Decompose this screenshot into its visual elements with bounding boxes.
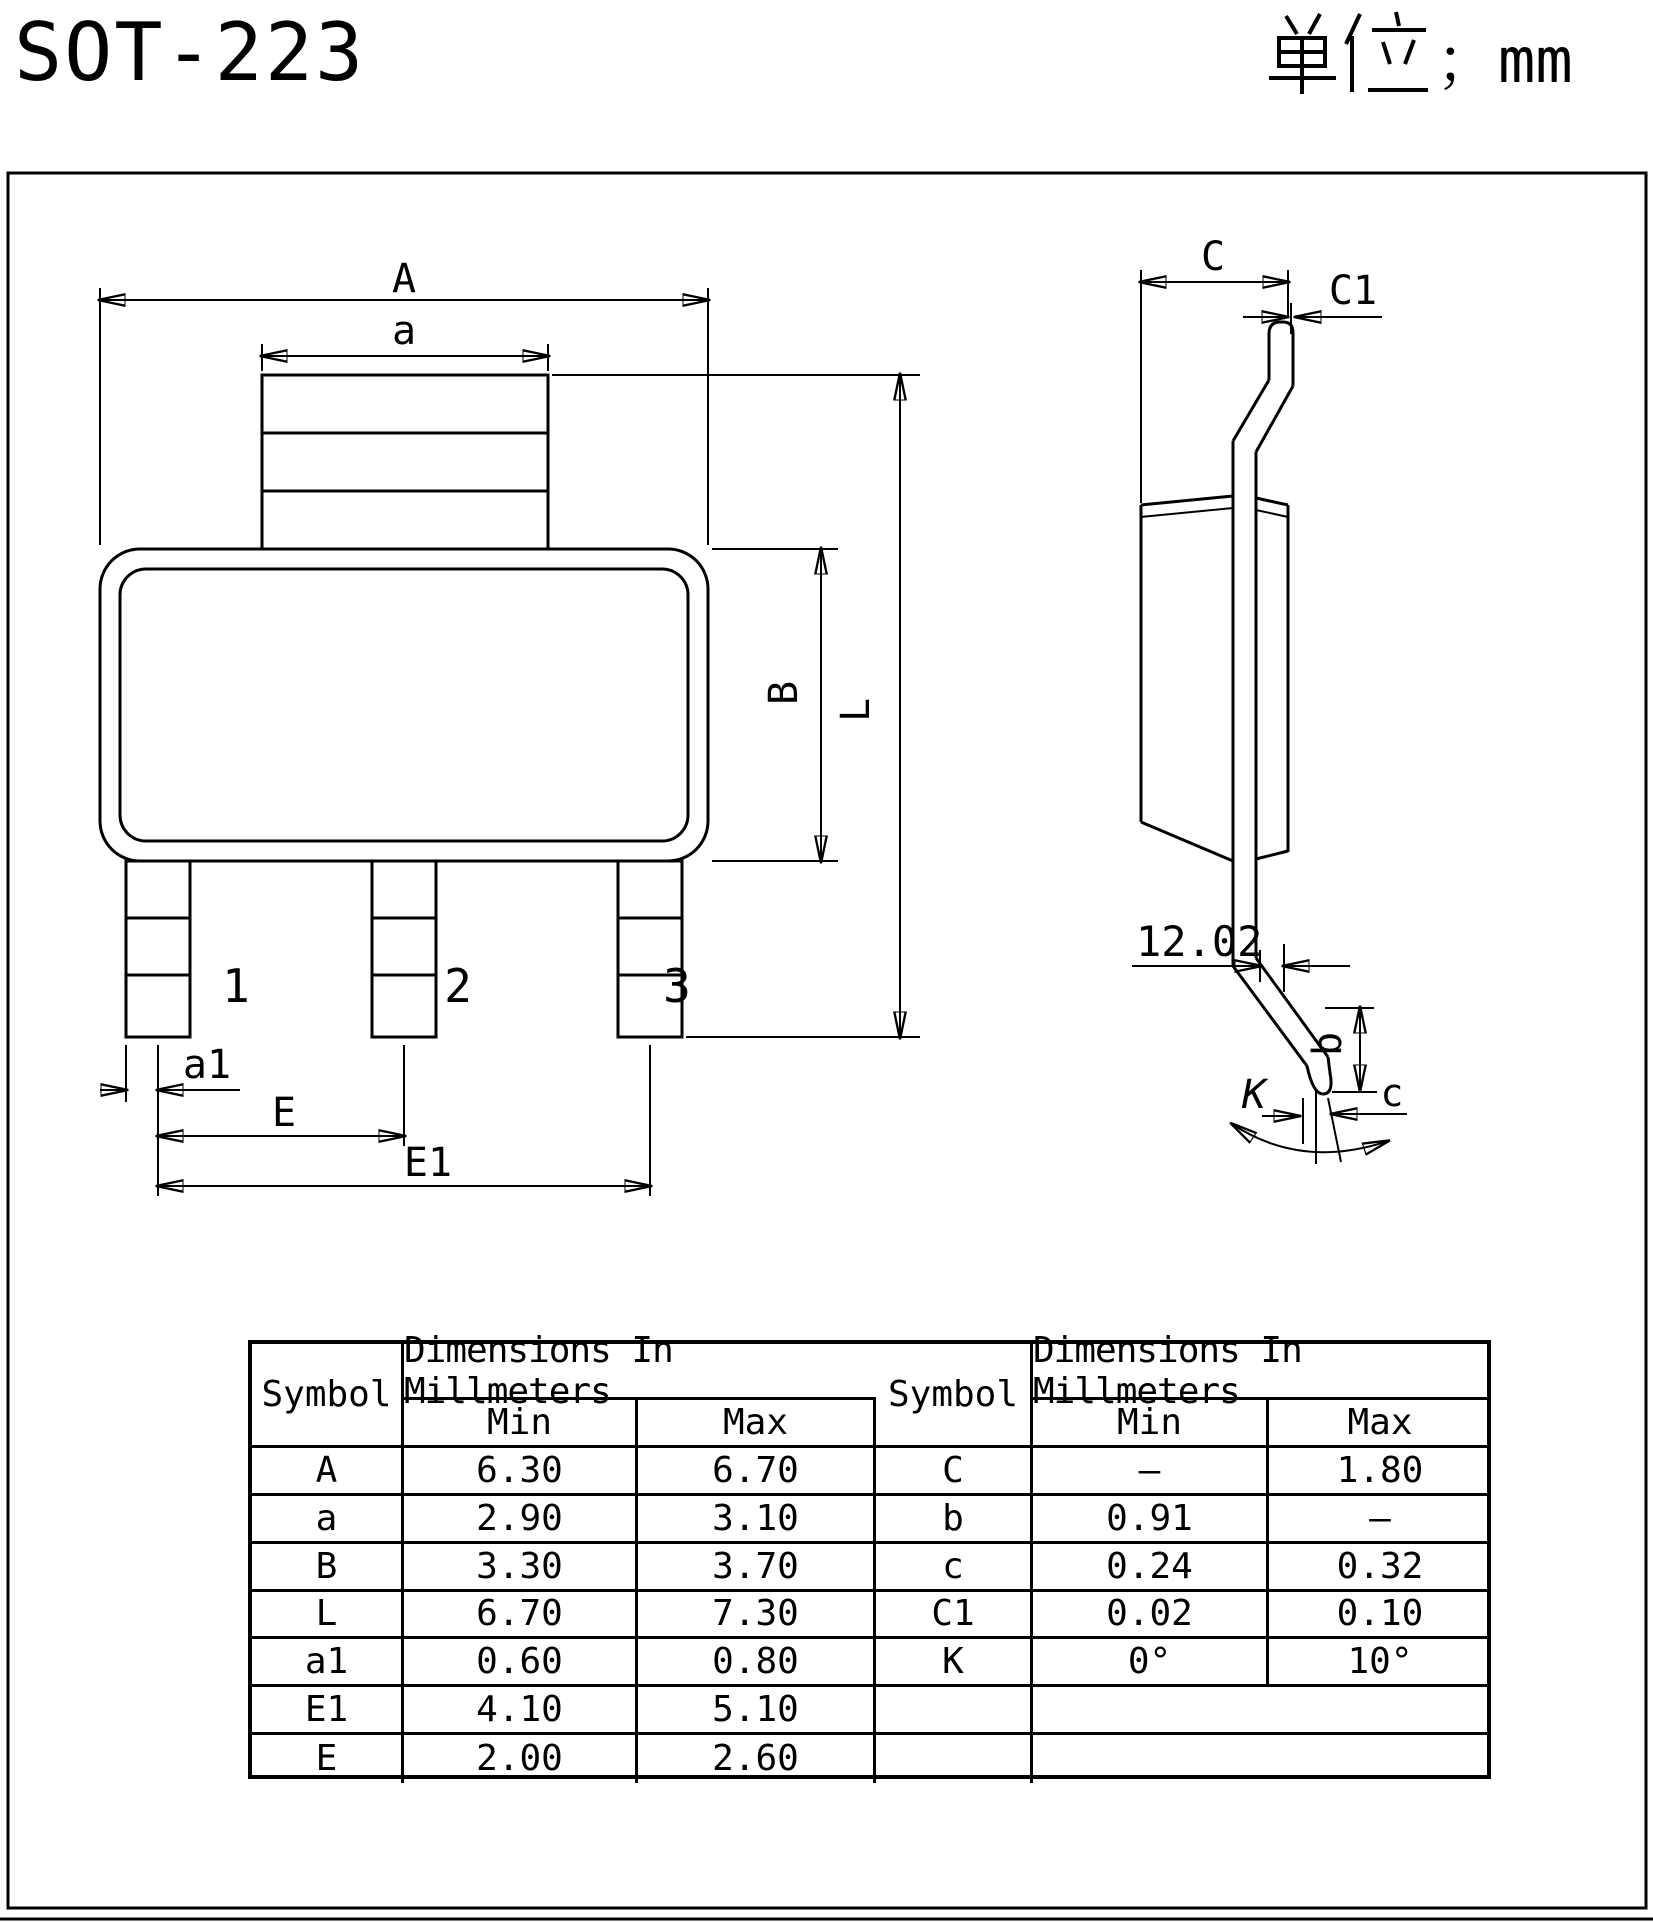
table-cell: 0.10 <box>1269 1592 1491 1640</box>
pin-1-label: 1 <box>222 959 250 1013</box>
side-tab-lead <box>1233 322 1293 966</box>
table-min-header-right: Min <box>1033 1400 1269 1448</box>
table-cell: A <box>252 1448 404 1496</box>
units-cjk-glyphs <box>1269 12 1428 94</box>
side-view <box>1132 234 1407 1164</box>
table-dims-header-right: Dimensions In Millmeters <box>1033 1344 1491 1400</box>
pin-2-label: 2 <box>444 959 472 1013</box>
dimension-table <box>248 1329 1491 1780</box>
table-cell: 3.10 <box>638 1496 876 1544</box>
table-min-header-left: Min <box>404 1400 638 1448</box>
svg-text:12.02: 12.02 <box>1136 917 1263 966</box>
svg-text:E1: E1 <box>403 1140 453 1186</box>
dim-a <box>262 308 548 371</box>
dim-b <box>1305 1008 1374 1090</box>
table-cell: L <box>252 1592 404 1640</box>
dim-B <box>712 549 838 861</box>
svg-text:c: c <box>1380 1071 1404 1115</box>
table-cell-merged <box>1033 1735 1491 1783</box>
table-cell: 6.70 <box>404 1592 638 1640</box>
table-cell <box>876 1735 1033 1783</box>
svg-text:C1: C1 <box>1328 268 1378 314</box>
dim-a1 <box>100 1042 240 1196</box>
dim-L <box>552 375 920 1037</box>
package-body <box>100 549 708 861</box>
svg-text:B: B <box>761 680 807 706</box>
table-cell: 1.80 <box>1269 1448 1491 1496</box>
table-cell: 3.30 <box>404 1544 638 1592</box>
table-symbol-header-left: Symbol <box>252 1344 404 1448</box>
table-cell: 0.24 <box>1033 1544 1269 1592</box>
dim-C1 <box>1243 268 1382 334</box>
svg-text:L: L <box>833 697 879 723</box>
table-cell: E <box>252 1735 404 1783</box>
pin-1 <box>126 861 190 1037</box>
table-cell: 0.91 <box>1033 1496 1269 1544</box>
table-cell: 0.32 <box>1269 1544 1491 1592</box>
svg-text:K: K <box>1241 1072 1267 1118</box>
table-cell: 0.80 <box>638 1639 876 1687</box>
table-cell: – <box>1033 1448 1269 1496</box>
table-max-header-left: Max <box>638 1400 876 1448</box>
table-cell <box>876 1687 1033 1735</box>
table-cell: a <box>252 1496 404 1544</box>
dim-c <box>1332 1071 1403 1115</box>
dim-12-02 <box>1132 917 1350 992</box>
table-cell: a1 <box>252 1639 404 1687</box>
table-symbol-header-right: Symbol <box>876 1344 1033 1448</box>
svg-text:A: A <box>391 256 417 302</box>
svg-text:C: C <box>1200 234 1226 280</box>
table-cell: 3.70 <box>638 1544 876 1592</box>
table-cell: B <box>252 1544 404 1592</box>
table-cell: 2.60 <box>638 1735 876 1783</box>
table-cell: b <box>876 1496 1033 1544</box>
front-view <box>100 256 920 1196</box>
table-cell: 0° <box>1033 1639 1269 1687</box>
table-cell: C1 <box>876 1592 1033 1640</box>
table-cell: 0.60 <box>404 1639 638 1687</box>
svg-text:a1: a1 <box>182 1042 232 1088</box>
page-title: SOT-223 <box>14 6 366 99</box>
table-cell-merged <box>1033 1687 1491 1735</box>
package-tab <box>262 375 548 549</box>
table-cell: 0.02 <box>1033 1592 1269 1640</box>
table-dims-header-left: Dimensions In Millmeters <box>404 1344 876 1400</box>
table-cell: E1 <box>252 1687 404 1735</box>
table-cell: c <box>876 1544 1033 1592</box>
dim-C <box>1141 234 1288 503</box>
table-cell: – <box>1269 1496 1491 1544</box>
table-cell: 5.10 <box>638 1687 876 1735</box>
table-cell: 6.30 <box>404 1448 638 1496</box>
table-cell: C <box>876 1448 1033 1496</box>
table-cell: K <box>876 1639 1033 1687</box>
table-max-header-right: Max <box>1269 1400 1491 1448</box>
table-cell: 10° <box>1269 1639 1491 1687</box>
units-suffix-label: ；mm <box>1436 24 1573 97</box>
dim-A <box>100 256 708 545</box>
table-cell: 4.10 <box>404 1687 638 1735</box>
table-cell: 2.90 <box>404 1496 638 1544</box>
svg-text:E: E <box>271 1090 297 1136</box>
table-cell: 6.70 <box>638 1448 876 1496</box>
pin-2 <box>372 861 436 1037</box>
svg-text:a: a <box>391 308 417 354</box>
table-cell: 7.30 <box>638 1592 876 1640</box>
side-body <box>1141 496 1288 861</box>
pin-3-label: 3 <box>663 959 691 1013</box>
table-cell: 2.00 <box>404 1735 638 1783</box>
svg-text:b: b <box>1305 1031 1351 1057</box>
